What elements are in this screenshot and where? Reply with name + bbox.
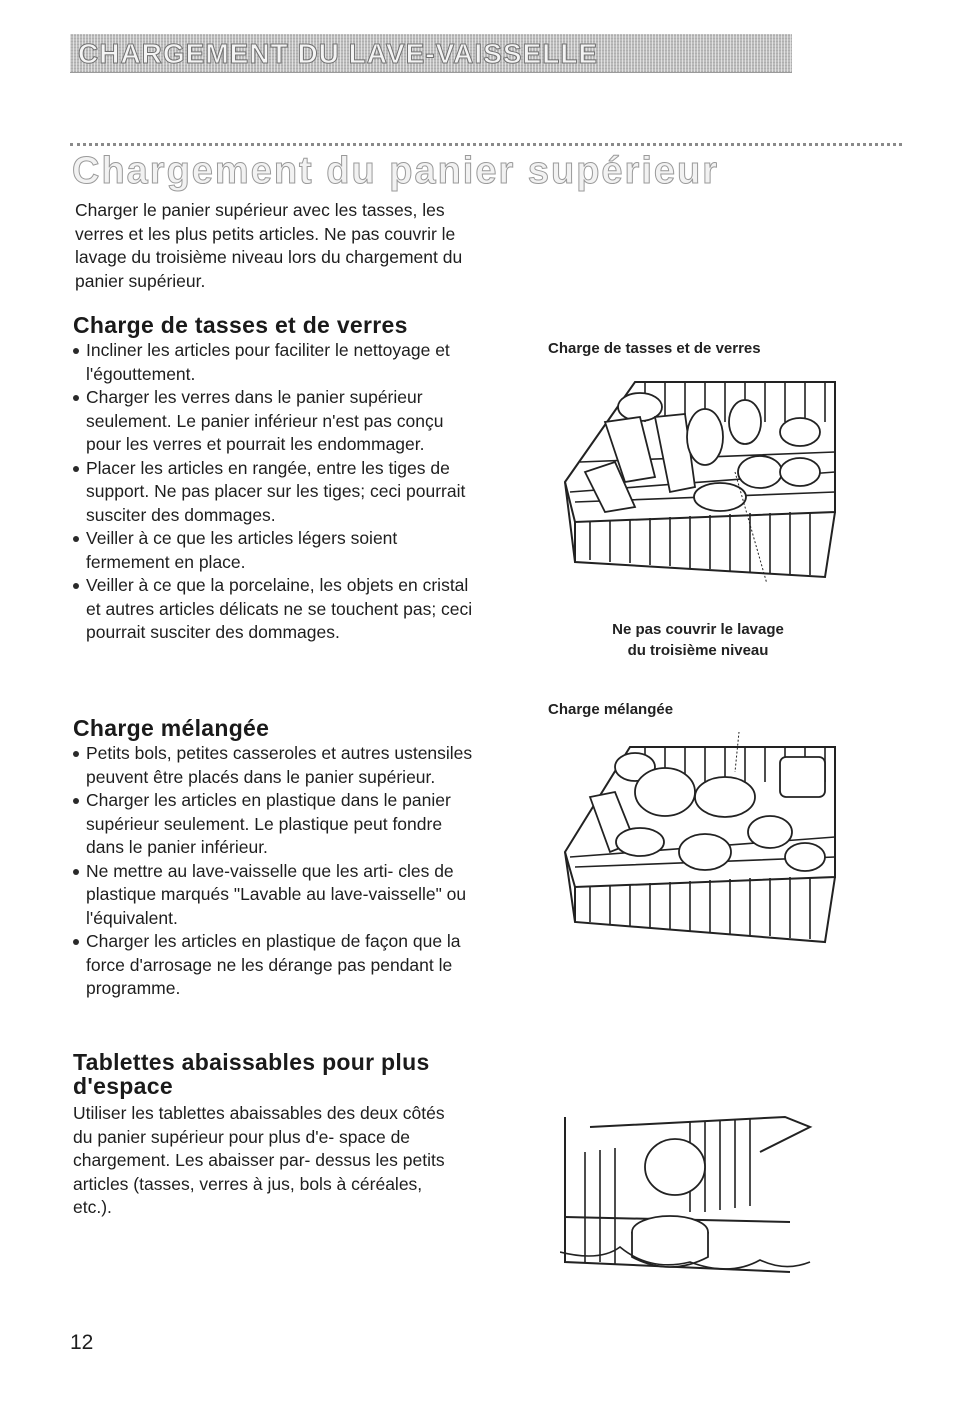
mixed-figure-caption: Charge mélangée <box>548 701 674 718</box>
list-item: Veiller à ce que les articles légers soient fermement en place. <box>73 527 473 574</box>
cups-bullet-list <box>73 339 473 645</box>
fold-down-shelf-illustration <box>560 1112 815 1280</box>
shelves-heading: Tablettes abaissables pour plus d'espace <box>73 1049 430 1099</box>
page-number: 12 <box>70 1331 94 1354</box>
section-title: Chargement du panier supérieur <box>72 150 720 192</box>
list-item: Petits bols, petites casseroles et autres ustensiles peuvent être placés dans le panier supérieur. <box>73 742 473 789</box>
mixed-bullet-list <box>73 742 473 1001</box>
list-item: Charger les articles en plastique de façon que la force d'arrosage ne les dérange pas pendant le programme. <box>73 930 473 1001</box>
list-item: Placer les articles en rangée, entre les tiges de support. Ne pas placer sur les tiges; ceci pourrait susciter des dommages. <box>73 457 473 528</box>
cups-heading: Charge de tasses et de verres <box>73 312 408 338</box>
shelves-paragraph: Utiliser les tablettes abaissables des deux côtés du panier supérieur pour plus d'e- space de chargement. Les abaisser par- dessus les petits articles (tasses, verres à jus, bols à céréales, etc.). <box>73 1103 445 1217</box>
callout-line-1: Ne pas couvrir le lavage <box>612 621 784 638</box>
callout-line-2: du troisième niveau <box>627 642 769 659</box>
cups-section <box>73 313 473 645</box>
intro-paragraph: Charger le panier supérieur avec les tasses, les verres et les plus petits articles. Ne pas couvrir le lavage du troisième niveau lors du chargement du panier supérieur. <box>75 200 463 291</box>
shelves-section <box>73 1050 463 1220</box>
third-level-callout <box>588 619 808 661</box>
cups-figure-caption: Charge de tasses et de verres <box>548 340 761 357</box>
list-item: Charger les articles en plastique dans le panier supérieur seulement. Le plastique peut fondre dans le panier inférieur. <box>73 789 473 860</box>
dotted-divider <box>70 143 902 146</box>
banner-title: CHARGEMENT DU LAVE-VAISSELLE <box>78 38 599 69</box>
list-item: Ne mettre au lave-vaisselle que les arti- cles de plastique marqués "Lavable au lave-vaisselle" ou l'équivalent. <box>73 860 473 931</box>
mixed-heading: Charge mélangée <box>73 715 270 741</box>
list-item: Charger les verres dans le panier supérieur seulement. Le panier inférieur n'est pas conçu pour les verres et pourrait les endommager. <box>73 386 473 457</box>
cups-rack-illustration <box>545 362 845 582</box>
header-banner <box>70 34 792 73</box>
list-item: Veiller à ce que la porcelaine, les objets en cristal et autres articles délicats ne se touchent pas; ceci pourrait susciter des dommages. <box>73 574 473 645</box>
mixed-section <box>73 716 473 1001</box>
mixed-rack-illustration <box>545 732 845 947</box>
list-item: Incliner les articles pour faciliter le nettoyage et l'égouttement. <box>73 339 473 386</box>
